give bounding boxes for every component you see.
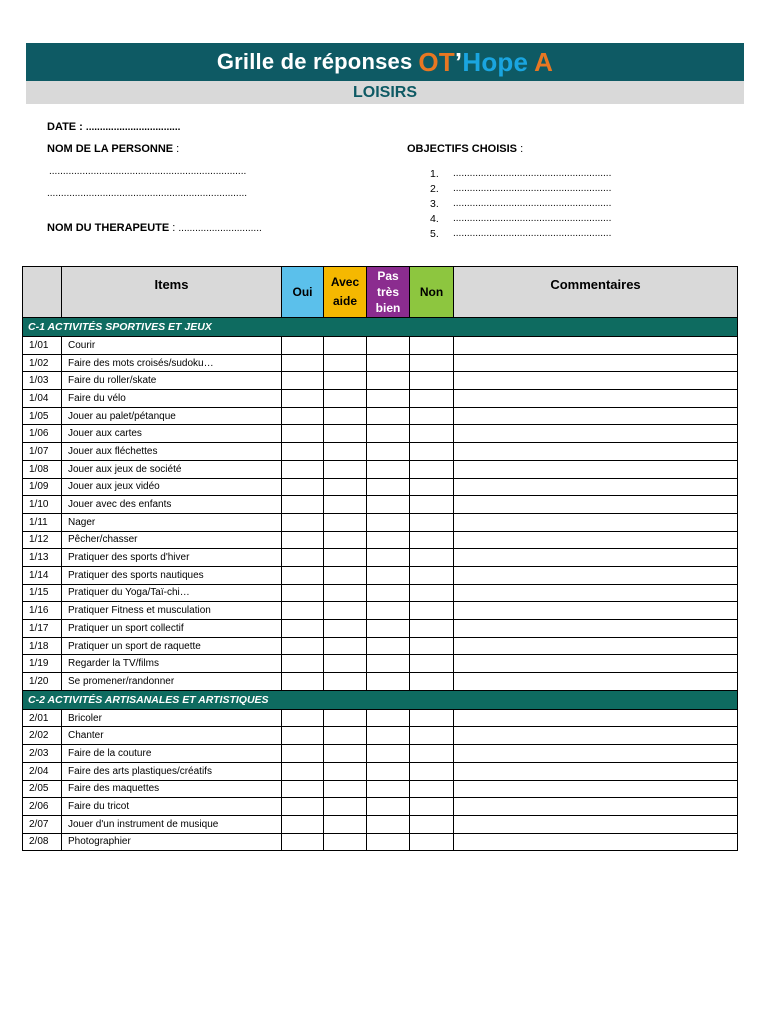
therapist-label: NOM DU THERAPEUTE <box>47 222 170 234</box>
header-commentaires: Commentaires <box>454 267 738 318</box>
header-oui: Oui <box>282 267 324 318</box>
item-label: Jouer aux jeux de société <box>62 460 282 478</box>
comment-cell[interactable] <box>454 390 738 408</box>
item-code: 1/16 <box>23 602 62 620</box>
answer-non-cell[interactable] <box>410 727 454 745</box>
comment-cell[interactable] <box>454 372 738 390</box>
answer-pas-tres-bien-cell[interactable] <box>367 337 410 355</box>
answer-non-cell[interactable] <box>410 354 454 372</box>
comment-cell[interactable] <box>454 443 738 461</box>
answer-avec-aide-cell[interactable] <box>324 443 367 461</box>
answer-oui-cell[interactable] <box>282 407 324 425</box>
item-label: Pratiquer du Yoga/Taï-chi… <box>62 584 282 602</box>
table-row <box>23 584 738 602</box>
answer-pas-tres-bien-cell[interactable] <box>367 443 410 461</box>
answer-non-cell[interactable] <box>410 390 454 408</box>
objective-dots: ......................................................... <box>453 183 612 194</box>
table-row <box>23 673 738 691</box>
comment-cell[interactable] <box>454 655 738 673</box>
answer-oui-cell[interactable] <box>282 745 324 763</box>
objective-number: 3. <box>430 197 439 210</box>
table-row <box>23 815 738 833</box>
answer-non-cell[interactable] <box>410 673 454 691</box>
item-code: 1/05 <box>23 407 62 425</box>
answer-non-cell[interactable] <box>410 496 454 514</box>
therapist-field[interactable] <box>47 222 262 234</box>
item-code: 1/10 <box>23 496 62 514</box>
item-label: Jouer aux cartes <box>62 425 282 443</box>
date-label: DATE : <box>47 121 83 133</box>
person-name-colon: : <box>173 143 180 155</box>
answer-non-cell[interactable] <box>410 372 454 390</box>
answer-non-cell[interactable] <box>410 745 454 763</box>
item-code: 1/04 <box>23 390 62 408</box>
comment-cell[interactable] <box>454 513 738 531</box>
answer-pas-tres-bien-cell[interactable] <box>367 513 410 531</box>
section-header <box>23 318 738 337</box>
item-label: Faire des arts plastiques/créatifs <box>62 762 282 780</box>
comment-cell[interactable] <box>454 407 738 425</box>
item-code: 2/03 <box>23 745 62 763</box>
table-row <box>23 709 738 727</box>
answer-oui-cell[interactable] <box>282 602 324 620</box>
item-label: Regarder la TV/films <box>62 655 282 673</box>
answer-avec-aide-cell[interactable] <box>324 620 367 638</box>
answer-non-cell[interactable] <box>410 337 454 355</box>
answer-non-cell[interactable] <box>410 566 454 584</box>
item-code: 1/13 <box>23 549 62 567</box>
answer-oui-cell[interactable] <box>282 762 324 780</box>
objective-dots: ......................................................... <box>453 213 612 224</box>
comment-cell[interactable] <box>454 354 738 372</box>
table-row <box>23 354 738 372</box>
answer-non-cell[interactable] <box>410 815 454 833</box>
answer-avec-aide-cell[interactable] <box>324 496 367 514</box>
person-name-field <box>47 143 179 155</box>
header-pas-line-1: Pas <box>377 269 399 283</box>
comment-cell[interactable] <box>454 478 738 496</box>
answer-pas-tres-bien-cell[interactable] <box>367 460 410 478</box>
table-row <box>23 460 738 478</box>
header-pas-tres-bien <box>367 267 410 318</box>
objectives-list <box>430 166 611 241</box>
answer-avec-aide-cell[interactable] <box>324 513 367 531</box>
section-title: C-1 ACTIVITÉS SPORTIVES ET JEUX <box>23 318 738 337</box>
item-label: Faire du tricot <box>62 798 282 816</box>
objective-number: 5. <box>430 227 439 240</box>
date-field[interactable] <box>47 121 180 133</box>
table-row <box>23 513 738 531</box>
answer-pas-tres-bien-cell[interactable] <box>367 833 410 851</box>
item-label: Nager <box>62 513 282 531</box>
objective-row[interactable] <box>430 196 611 211</box>
objectives-label: OBJECTIFS CHOISIS <box>407 143 518 155</box>
answer-pas-tres-bien-cell[interactable] <box>367 620 410 638</box>
objective-number: 4. <box>430 212 439 225</box>
answer-pas-tres-bien-cell[interactable] <box>367 727 410 745</box>
answer-avec-aide-cell[interactable] <box>324 460 367 478</box>
answer-avec-aide-cell[interactable] <box>324 673 367 691</box>
item-code: 1/03 <box>23 372 62 390</box>
answer-oui-cell[interactable] <box>282 460 324 478</box>
title-apostrophe: ’ <box>454 46 463 77</box>
answer-oui-cell[interactable] <box>282 425 324 443</box>
item-label: Pratiquer un sport collectif <box>62 620 282 638</box>
table-row <box>23 549 738 567</box>
table-row <box>23 407 738 425</box>
answer-non-cell[interactable] <box>410 655 454 673</box>
answer-pas-tres-bien-cell[interactable] <box>367 745 410 763</box>
answer-pas-tres-bien-cell[interactable] <box>367 549 410 567</box>
answer-pas-tres-bien-cell[interactable] <box>367 566 410 584</box>
item-label: Faire du vélo <box>62 390 282 408</box>
item-code: 1/01 <box>23 337 62 355</box>
answer-oui-cell[interactable] <box>282 709 324 727</box>
item-label: Chanter <box>62 727 282 745</box>
item-label: Faire des maquettes <box>62 780 282 798</box>
answer-avec-aide-cell[interactable] <box>324 745 367 763</box>
table-row <box>23 833 738 851</box>
objectives-heading <box>407 143 523 155</box>
section-header <box>23 690 738 709</box>
item-label: Jouer avec des enfants <box>62 496 282 514</box>
answer-non-cell[interactable] <box>410 602 454 620</box>
answer-non-cell[interactable] <box>410 762 454 780</box>
table-row <box>23 566 738 584</box>
answer-non-cell[interactable] <box>410 513 454 531</box>
table-row <box>23 337 738 355</box>
item-label: Pratiquer des sports nautiques <box>62 566 282 584</box>
item-code: 2/06 <box>23 798 62 816</box>
header-items: Items <box>62 267 282 318</box>
answer-avec-aide-cell[interactable] <box>324 337 367 355</box>
answer-oui-cell[interactable] <box>282 673 324 691</box>
item-code: 1/19 <box>23 655 62 673</box>
item-label: Pratiquer des sports d'hiver <box>62 549 282 567</box>
answer-pas-tres-bien-cell[interactable] <box>367 709 410 727</box>
answer-oui-cell[interactable] <box>282 443 324 461</box>
answer-avec-aide-cell[interactable] <box>324 478 367 496</box>
answer-avec-aide-cell[interactable] <box>324 637 367 655</box>
comment-cell[interactable] <box>454 762 738 780</box>
answer-oui-cell[interactable] <box>282 620 324 638</box>
grid-body <box>23 318 738 851</box>
answer-oui-cell[interactable] <box>282 798 324 816</box>
answer-pas-tres-bien-cell[interactable] <box>367 815 410 833</box>
comment-cell[interactable] <box>454 549 738 567</box>
item-label: Faire du roller/skate <box>62 372 282 390</box>
comment-cell[interactable] <box>454 337 738 355</box>
comment-cell[interactable] <box>454 460 738 478</box>
answer-avec-aide-cell[interactable] <box>324 727 367 745</box>
answer-non-cell[interactable] <box>410 425 454 443</box>
answer-pas-tres-bien-cell[interactable] <box>367 762 410 780</box>
document-subtitle: LOISIRS <box>26 81 744 104</box>
objective-dots: ......................................................... <box>453 198 612 209</box>
item-code: 1/14 <box>23 566 62 584</box>
item-label: Pratiquer un sport de raquette <box>62 637 282 655</box>
item-code: 2/02 <box>23 727 62 745</box>
objective-dots: ......................................................... <box>453 228 612 239</box>
answer-avec-aide-cell[interactable] <box>324 354 367 372</box>
answer-pas-tres-bien-cell[interactable] <box>367 531 410 549</box>
answer-oui-cell[interactable] <box>282 727 324 745</box>
table-row <box>23 478 738 496</box>
item-code: 1/09 <box>23 478 62 496</box>
answer-non-cell[interactable] <box>410 443 454 461</box>
objective-number: 2. <box>430 182 439 195</box>
table-row <box>23 798 738 816</box>
table-row <box>23 602 738 620</box>
table-row <box>23 637 738 655</box>
item-code: 1/08 <box>23 460 62 478</box>
answer-pas-tres-bien-cell[interactable] <box>367 407 410 425</box>
answer-oui-cell[interactable] <box>282 531 324 549</box>
answer-oui-cell[interactable] <box>282 372 324 390</box>
item-code: 2/04 <box>23 762 62 780</box>
item-label: Faire des mots croisés/sudoku… <box>62 354 282 372</box>
answer-avec-aide-cell[interactable] <box>324 407 367 425</box>
answer-pas-tres-bien-cell[interactable] <box>367 372 410 390</box>
answer-oui-cell[interactable] <box>282 637 324 655</box>
answer-avec-aide-cell[interactable] <box>324 584 367 602</box>
answer-oui-cell[interactable] <box>282 337 324 355</box>
answer-non-cell[interactable] <box>410 478 454 496</box>
person-name-line-1[interactable]: ....................................................................... <box>49 166 247 177</box>
answer-avec-aide-cell[interactable] <box>324 425 367 443</box>
answer-avec-aide-cell[interactable] <box>324 531 367 549</box>
item-code: 1/07 <box>23 443 62 461</box>
item-code: 2/01 <box>23 709 62 727</box>
objective-row[interactable] <box>430 166 611 181</box>
therapist-dots: .............................. <box>178 223 262 234</box>
item-code: 2/07 <box>23 815 62 833</box>
comment-cell[interactable] <box>454 531 738 549</box>
person-name-line-2[interactable]: ........................................................................ <box>47 188 248 199</box>
comment-cell[interactable] <box>454 584 738 602</box>
answer-avec-aide-cell[interactable] <box>324 815 367 833</box>
answer-non-cell[interactable] <box>410 531 454 549</box>
table-row <box>23 727 738 745</box>
answer-oui-cell[interactable] <box>282 513 324 531</box>
answer-avec-aide-cell[interactable] <box>324 372 367 390</box>
answer-non-cell[interactable] <box>410 620 454 638</box>
comment-cell[interactable] <box>454 602 738 620</box>
item-code: 1/02 <box>23 354 62 372</box>
item-code: 1/15 <box>23 584 62 602</box>
table-row <box>23 443 738 461</box>
answer-avec-aide-cell[interactable] <box>324 655 367 673</box>
table-row <box>23 425 738 443</box>
header-code-cell <box>23 267 62 318</box>
item-code: 2/05 <box>23 780 62 798</box>
answer-oui-cell[interactable] <box>282 549 324 567</box>
header-avec-line-1: Avec <box>330 275 360 289</box>
comment-cell[interactable] <box>454 798 738 816</box>
header-pas-line-3: bien <box>375 301 401 315</box>
comment-cell[interactable] <box>454 727 738 745</box>
item-code: 1/17 <box>23 620 62 638</box>
answer-pas-tres-bien-cell[interactable] <box>367 780 410 798</box>
title-hope: Hope <box>462 46 529 77</box>
answer-non-cell[interactable] <box>410 780 454 798</box>
answer-oui-cell[interactable] <box>282 833 324 851</box>
answer-non-cell[interactable] <box>410 833 454 851</box>
answer-avec-aide-cell[interactable] <box>324 390 367 408</box>
table-row <box>23 390 738 408</box>
answer-pas-tres-bien-cell[interactable] <box>367 478 410 496</box>
answer-avec-aide-cell[interactable] <box>324 762 367 780</box>
item-label: Jouer d'un instrument de musique <box>62 815 282 833</box>
title-ot: OT <box>418 46 455 77</box>
table-row <box>23 496 738 514</box>
answer-pas-tres-bien-cell[interactable] <box>367 496 410 514</box>
response-grid <box>22 266 738 851</box>
answer-avec-aide-cell[interactable] <box>324 566 367 584</box>
answer-pas-tres-bien-cell[interactable] <box>367 798 410 816</box>
objective-row[interactable] <box>430 226 611 241</box>
comment-cell[interactable] <box>454 745 738 763</box>
answer-oui-cell[interactable] <box>282 354 324 372</box>
answer-oui-cell[interactable] <box>282 780 324 798</box>
objective-row[interactable] <box>430 181 611 196</box>
answer-oui-cell[interactable] <box>282 496 324 514</box>
document-title <box>26 43 744 81</box>
answer-non-cell[interactable] <box>410 709 454 727</box>
comment-cell[interactable] <box>454 833 738 851</box>
header-avec-line-2: aide <box>332 294 357 308</box>
answer-avec-aide-cell[interactable] <box>324 602 367 620</box>
answer-pas-tres-bien-cell[interactable] <box>367 390 410 408</box>
table-row <box>23 762 738 780</box>
answer-pas-tres-bien-cell[interactable] <box>367 673 410 691</box>
header-pas-line-2: très <box>376 285 399 299</box>
answer-avec-aide-cell[interactable] <box>324 833 367 851</box>
item-label: Jouer au palet/pétanque <box>62 407 282 425</box>
answer-avec-aide-cell[interactable] <box>324 549 367 567</box>
comment-cell[interactable] <box>454 566 738 584</box>
date-dots: .................................. <box>85 122 181 133</box>
answer-non-cell[interactable] <box>410 549 454 567</box>
answer-avec-aide-cell[interactable] <box>324 798 367 816</box>
answer-non-cell[interactable] <box>410 798 454 816</box>
answer-pas-tres-bien-cell[interactable] <box>367 637 410 655</box>
header-row <box>23 267 738 318</box>
comment-cell[interactable] <box>454 637 738 655</box>
item-label: Courir <box>62 337 282 355</box>
item-label: Pêcher/chasser <box>62 531 282 549</box>
item-label: Se promener/randonner <box>62 673 282 691</box>
answer-avec-aide-cell[interactable] <box>324 709 367 727</box>
answer-pas-tres-bien-cell[interactable] <box>367 425 410 443</box>
objective-number: 1. <box>430 167 439 180</box>
answer-avec-aide-cell[interactable] <box>324 780 367 798</box>
answer-non-cell[interactable] <box>410 407 454 425</box>
comment-cell[interactable] <box>454 496 738 514</box>
answer-non-cell[interactable] <box>410 637 454 655</box>
header-non: Non <box>410 267 454 318</box>
item-label: Bricoler <box>62 709 282 727</box>
table-row <box>23 531 738 549</box>
answer-non-cell[interactable] <box>410 584 454 602</box>
item-code: 1/20 <box>23 673 62 691</box>
comment-cell[interactable] <box>454 815 738 833</box>
table-row <box>23 620 738 638</box>
comment-cell[interactable] <box>454 709 738 727</box>
objective-row[interactable] <box>430 211 611 226</box>
table-row <box>23 780 738 798</box>
title-prefix: Grille de réponses <box>216 49 413 74</box>
therapist-colon: : <box>169 222 179 234</box>
table-row <box>23 372 738 390</box>
item-code: 1/06 <box>23 425 62 443</box>
item-label: Faire de la couture <box>62 745 282 763</box>
answer-oui-cell[interactable] <box>282 584 324 602</box>
item-code: 1/11 <box>23 513 62 531</box>
comment-cell[interactable] <box>454 620 738 638</box>
comment-cell[interactable] <box>454 673 738 691</box>
comment-cell[interactable] <box>454 425 738 443</box>
item-label: Photographier <box>62 833 282 851</box>
answer-oui-cell[interactable] <box>282 390 324 408</box>
header-avec-aide <box>324 267 367 318</box>
answer-oui-cell[interactable] <box>282 478 324 496</box>
table-row <box>23 655 738 673</box>
answer-oui-cell[interactable] <box>282 655 324 673</box>
item-code: 1/12 <box>23 531 62 549</box>
answer-oui-cell[interactable] <box>282 815 324 833</box>
answer-pas-tres-bien-cell[interactable] <box>367 602 410 620</box>
section-title: C-2 ACTIVITÉS ARTISANALES ET ARTISTIQUES <box>23 690 738 709</box>
item-label: Jouer aux jeux vidéo <box>62 478 282 496</box>
answer-oui-cell[interactable] <box>282 566 324 584</box>
answer-non-cell[interactable] <box>410 460 454 478</box>
objectives-colon: : <box>517 143 524 155</box>
answer-pas-tres-bien-cell[interactable] <box>367 584 410 602</box>
item-code: 1/18 <box>23 637 62 655</box>
table-row <box>23 745 738 763</box>
item-label: Pratiquer Fitness et musculation <box>62 602 282 620</box>
item-label: Jouer aux fléchettes <box>62 443 282 461</box>
answer-pas-tres-bien-cell[interactable] <box>367 655 410 673</box>
item-code: 2/08 <box>23 833 62 851</box>
objective-dots: ......................................................... <box>453 168 612 179</box>
answer-pas-tres-bien-cell[interactable] <box>367 354 410 372</box>
title-a: A <box>534 46 554 77</box>
comment-cell[interactable] <box>454 780 738 798</box>
person-name-label: NOM DE LA PERSONNE <box>47 143 174 155</box>
